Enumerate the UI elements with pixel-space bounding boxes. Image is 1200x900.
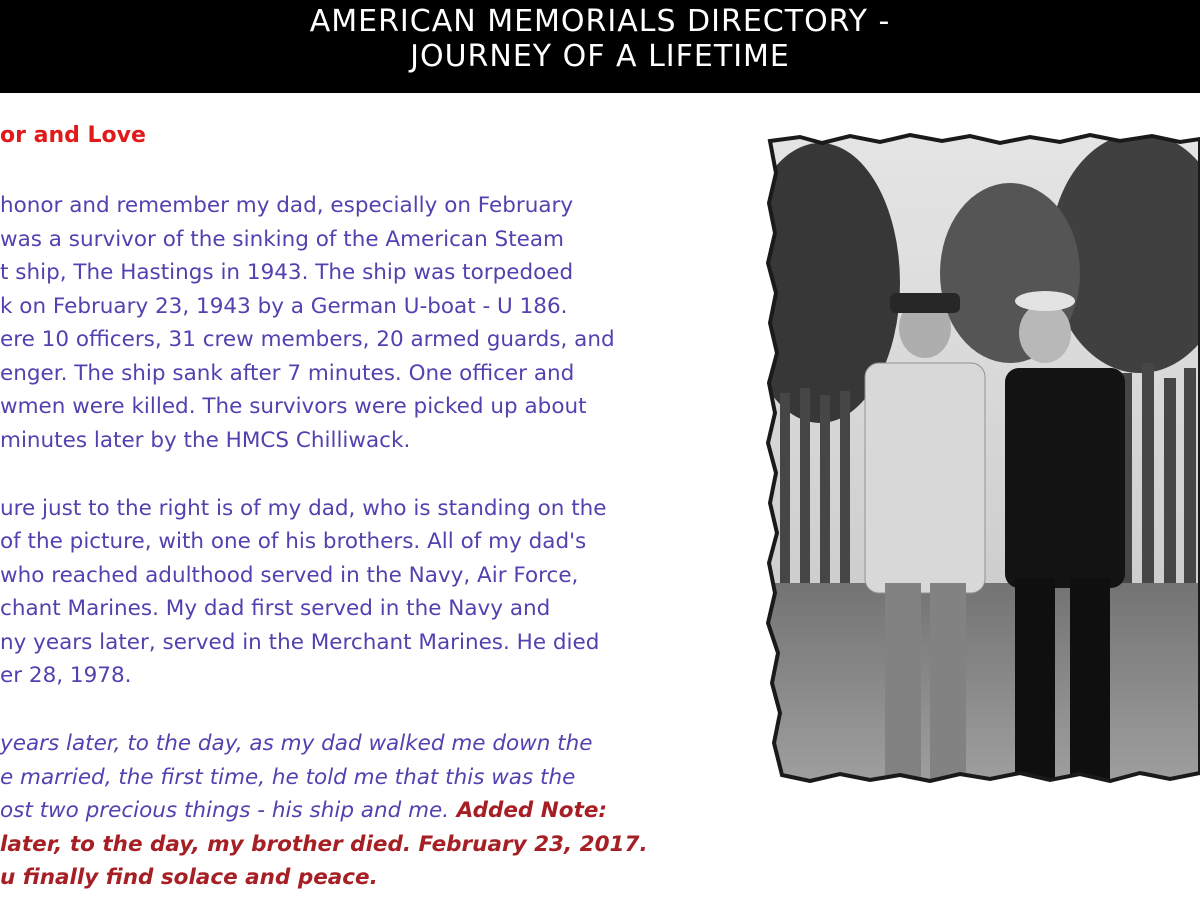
article-heading: or and Love xyxy=(0,123,146,148)
paragraph2-line: ure just to the right is of my dad, who is standing on the xyxy=(0,496,607,521)
site-title-line2: JOURNEY OF A LIFETIME xyxy=(410,39,790,74)
vintage-photo xyxy=(760,133,1200,783)
paragraph1-line: minutes later by the HMCS Chilliwack. xyxy=(0,428,411,453)
paragraph1-line: k on February 23, 1943 by a German U-boat - U 186. xyxy=(0,294,568,319)
article-text xyxy=(0,93,700,900)
paragraph2-line: ny years later, served in the Merchant Marines. He died xyxy=(0,630,600,655)
added-note-line: u finally find solace and peace. xyxy=(0,865,378,890)
paragraph1-line: ere 10 officers, 31 crew members, 20 armed guards, and xyxy=(0,327,615,352)
vintage-photo-icon xyxy=(760,133,1200,783)
paragraph2-line: er 28, 1978. xyxy=(0,663,132,688)
paragraph1-line: t ship, The Hastings in 1943. The ship was torpedoed xyxy=(0,260,574,285)
main-content xyxy=(0,93,1200,900)
paragraph3-line: years later, to the day, as my dad walked me down the xyxy=(0,731,593,756)
paragraph2-line: of the picture, with one of his brothers. All of my dad's xyxy=(0,529,587,554)
paragraph1-line: was a survivor of the sinking of the American Steam xyxy=(0,227,564,252)
site-header xyxy=(0,0,1200,93)
added-note-label: Added Note: xyxy=(456,798,608,823)
paragraph1-line: honor and remember my dad, especially on February xyxy=(0,193,574,218)
paragraph2-line: who reached adulthood served in the Navy, Air Force, xyxy=(0,563,579,588)
added-note-line: later, to the day, my brother died. February 23, 2017. xyxy=(0,832,648,857)
paragraph1-line: enger. The ship sank after 7 minutes. One officer and xyxy=(0,361,575,386)
paragraph2-line: chant Marines. My dad first served in the Navy and xyxy=(0,596,551,621)
paragraph3-line: e married, the first time, he told me that this was the xyxy=(0,765,576,790)
paragraph3-line xyxy=(0,797,607,825)
paragraph1-line: wmen were killed. The survivors were picked up about xyxy=(0,394,587,419)
site-title-line1: AMERICAN MEMORIALS DIRECTORY - xyxy=(309,4,891,39)
paragraph3-italic-text: ost two precious things - his ship and me. xyxy=(0,798,450,823)
